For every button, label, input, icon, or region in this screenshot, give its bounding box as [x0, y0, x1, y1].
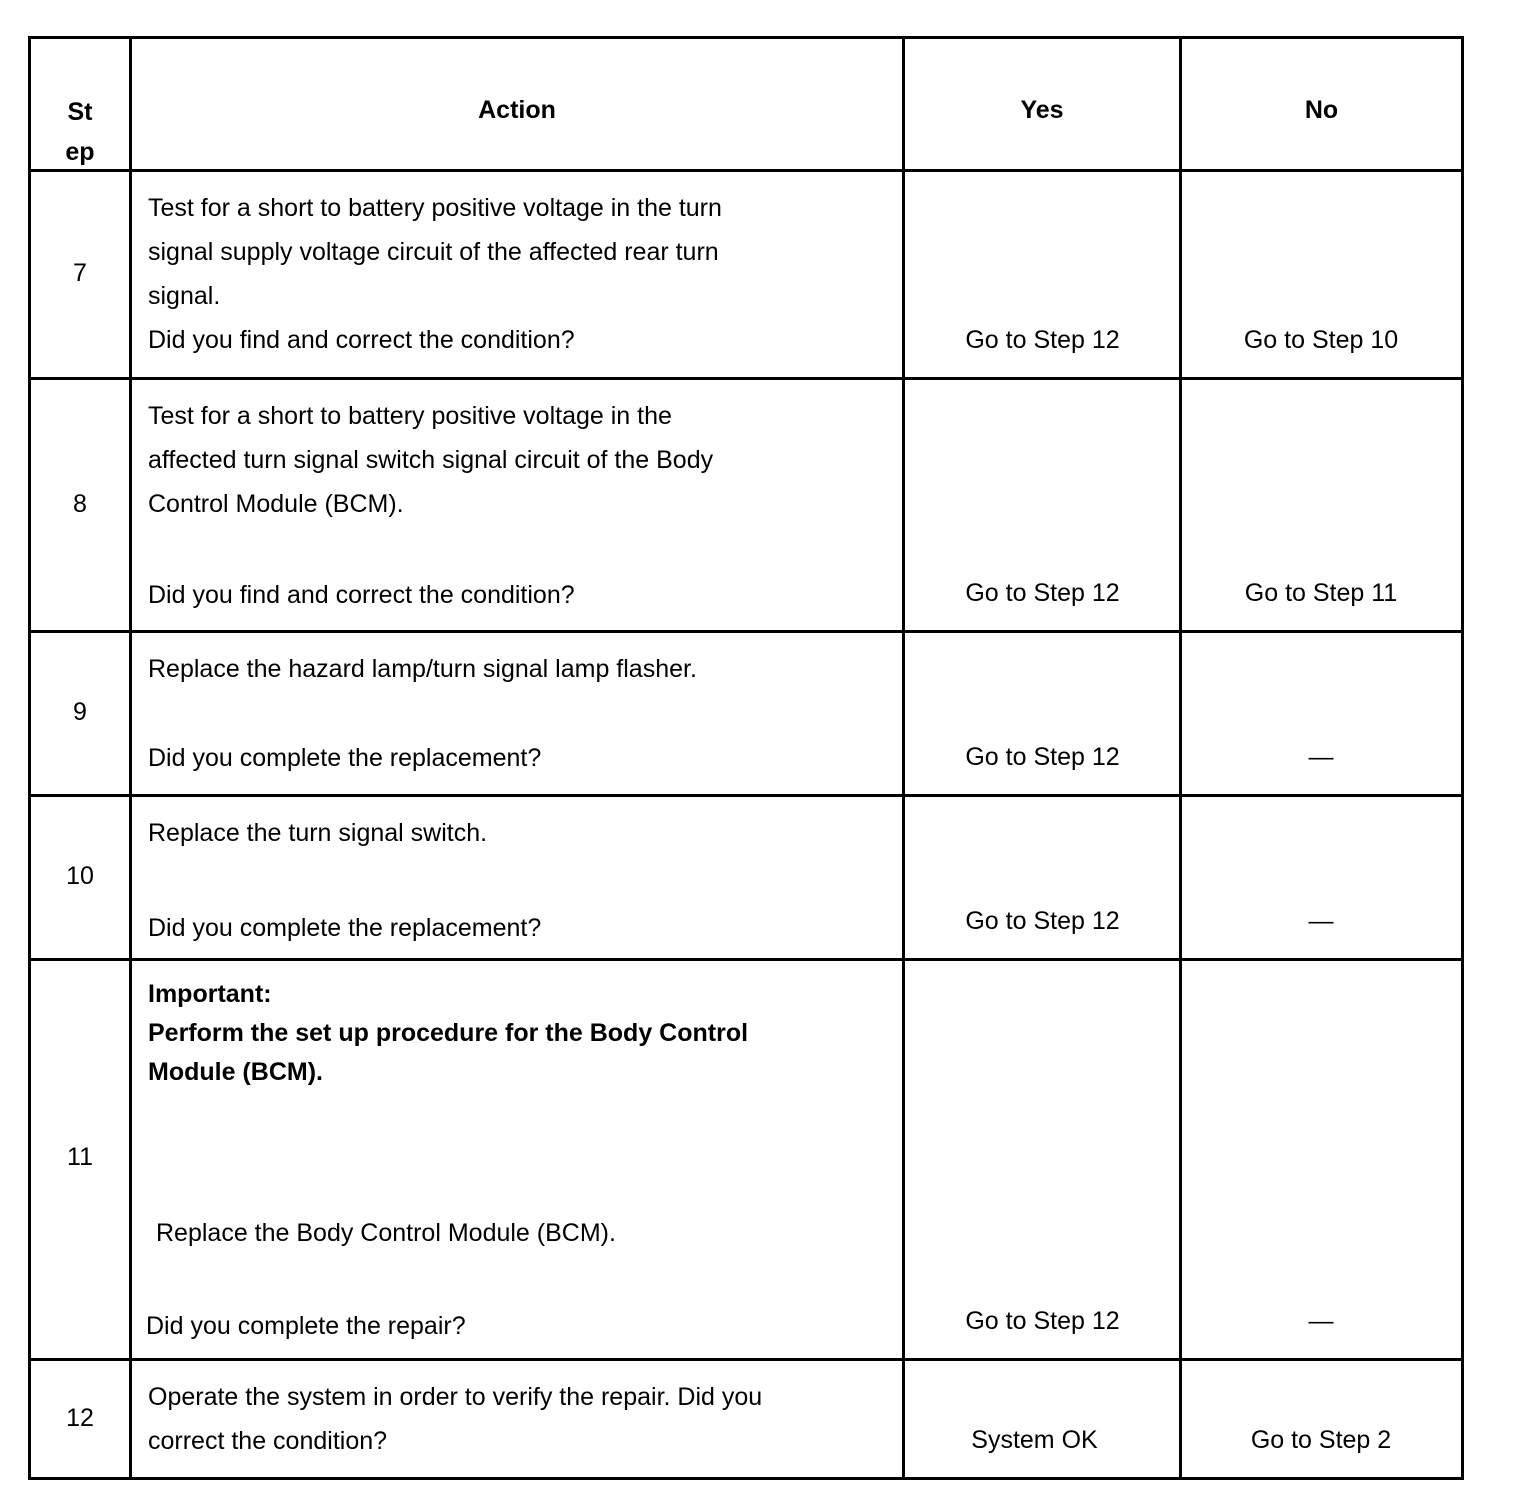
yes-result: Go to Step 12: [965, 743, 1120, 771]
action-line: Test for a short to battery positive voltage in the: [148, 402, 672, 430]
step-number-10: 10: [66, 862, 94, 890]
yes-result: System OK: [971, 1426, 1098, 1454]
row-divider-7: [28, 377, 1464, 380]
table-border-bottom: [28, 1477, 1464, 1480]
no-result: —: [1308, 907, 1334, 935]
action-line: correct the condition?: [148, 1427, 388, 1455]
action-line: Control Module (BCM).: [148, 490, 404, 518]
action-question: Did you complete the replacement?: [148, 914, 542, 942]
action-line: Test for a short to battery positive voltage in the turn: [148, 194, 722, 222]
action-line: affected turn signal switch signal circuit of the Body: [148, 446, 714, 474]
row-divider-8: [28, 630, 1464, 633]
action-line: Replace the hazard lamp/turn signal lamp flasher.: [148, 655, 697, 683]
no-result: Go to Step 11: [1244, 579, 1398, 607]
action-line: Replace the turn signal switch.: [148, 819, 488, 847]
action-line: Operate the system in order to verify the repair. Did you: [148, 1383, 763, 1411]
action-line: Replace the Body Control Module (BCM).: [156, 1219, 616, 1247]
row-divider-10: [28, 958, 1464, 961]
row-divider-11: [28, 1358, 1464, 1361]
step-number-12: 12: [66, 1404, 94, 1432]
action-question: Did you find and correct the condition?: [148, 326, 575, 354]
header-step: St ep: [65, 98, 95, 166]
step-number-8: 8: [73, 490, 87, 518]
table-border-left: [28, 36, 31, 1480]
yes-result: Go to Step 12: [965, 907, 1120, 935]
action-question: Did you complete the replacement?: [148, 744, 542, 772]
table-border-top: [28, 36, 1464, 39]
no-result: Go to Step 10: [1243, 326, 1399, 354]
header-yes: Yes: [1020, 96, 1064, 124]
header-no: No: [1304, 96, 1339, 124]
action-question: Did you complete the repair?: [146, 1312, 466, 1340]
step-number-11: 11: [67, 1143, 93, 1171]
no-result: —: [1308, 1307, 1334, 1335]
important-label: Important:: [148, 980, 272, 1008]
important-line: Perform the set up procedure for the Body Control: [148, 1019, 749, 1047]
action-question: Did you find and correct the condition?: [148, 581, 575, 609]
row-divider-9: [28, 794, 1464, 797]
step-number-7: 7: [73, 259, 87, 287]
diagnostic-table: [28, 36, 1464, 1480]
column-divider-step-action: [129, 36, 132, 1480]
table-border-right: [1461, 36, 1464, 1480]
no-result: —: [1308, 743, 1334, 771]
yes-result: Go to Step 12: [965, 1307, 1120, 1335]
yes-result: Go to Step 12: [965, 579, 1120, 607]
important-line: Module (BCM).: [148, 1058, 323, 1086]
action-line: signal supply voltage circuit of the affected rear turn: [148, 238, 719, 266]
header-action: Action: [478, 96, 556, 124]
action-line: signal.: [148, 282, 221, 310]
row-divider-header: [28, 169, 1464, 172]
yes-result: Go to Step 12: [965, 326, 1120, 354]
no-result: Go to Step 2: [1250, 1426, 1392, 1454]
step-number-9: 9: [73, 698, 87, 726]
